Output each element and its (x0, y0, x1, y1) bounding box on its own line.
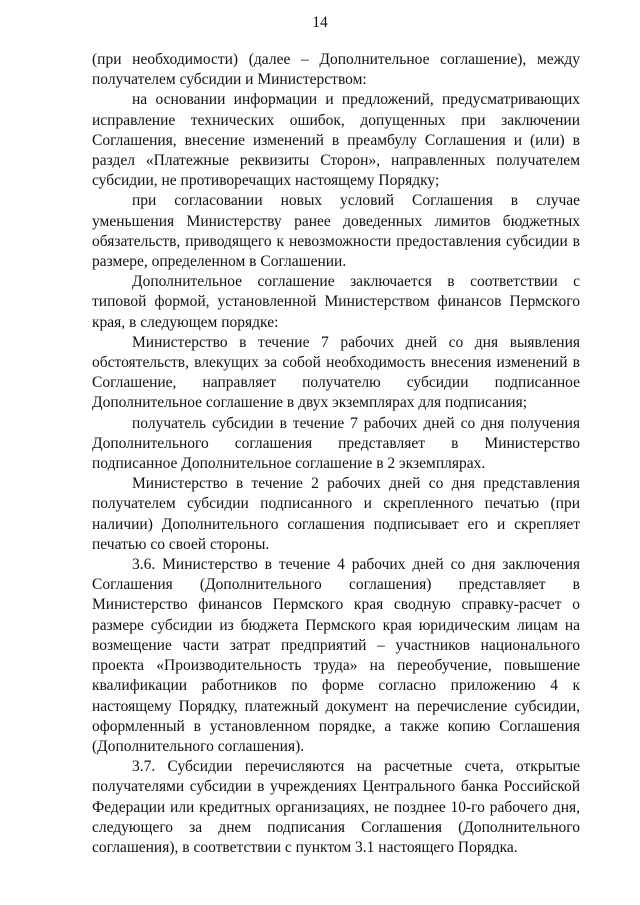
paragraph-technical-errors: на основании информации и предложений, предусматривающих исправление технических ошибок, допущенных при заключении Соглашения, внесение изменений в преамбулу Соглашения и (или) в раздел «Платежные реквизиты Сторон», направленных получателем субсидии, не противоречащих настоящему Порядку; (92, 91, 580, 190)
paragraph-section-3-7: 3.7. Субсидии перечисляются на расчетные счета, открытые получателями субсидии в учреждениях Центрального банка Российской Федерации или кредитных организациях, не позднее 10-го рабочего дня, следующего за днем подписания Соглашения (Дополнительного соглашения), в соответствии с пунктом 3.1 настоящего Порядка. (92, 758, 580, 856)
paragraph-ministry-signs: Министерство в течение 2 рабочих дней со дня представления получателем субсидии подписанного и скрепленного печатью (при наличии) Дополнительного соглашения подписывает его и скрепляет печатью со своей стороны. (92, 475, 580, 553)
paragraph-standard-form: Дополнительное соглашение заключается в соответствии с типовой формой, установленной Министерством финансов Пермского края, в следующем порядке: (92, 273, 580, 331)
document-body (92, 50, 580, 858)
paragraph-recipient-returns: получатель субсидии в течение 7 рабочих дней со дня получения Дополнительного соглашения представляет в Министерство подписанное Дополнительное соглашение в 2 экземплярах. (92, 414, 580, 473)
page-number: 14 (312, 14, 328, 31)
paragraph-ministry-sends: Министерство в течение 7 рабочих дней со дня выявления обстоятельств, влекущих за собой необходимость внесения изменений в Соглашение, направляет получателю субсидии подписанное Дополнительное соглашение в двух экземплярах для подписания; (92, 333, 580, 412)
paragraph-section-3-6: 3.6. Министерство в течение 4 рабочих дней со дня заключения Соглашения (Дополнительного соглашения) представляет в Министерство финансов Пермского края сводную справку-расчет о размере субсидии из бюджета Пермского края юридическим лицам на возмещение части затрат предприятий – участников национального проекта «Производительность труда» на переобучение, повышение квалификации работников по форме согласно приложению 4 к настоящему Порядку, платежный документ на перечисление субсидии, оформленный в установленном порядке, а также копию Соглашения (Дополнительного соглашения). (92, 556, 580, 755)
paragraph-new-conditions: при согласовании новых условий Соглашения в случае уменьшения Министерству ранее доведенных лимитов бюджетных обязательств, приводящего к невозможности предоставления субсидии в размере, определенном в Соглашении. (92, 192, 580, 271)
paragraph-continuation: (при необходимости) (далее – Дополнительное соглашение), между получателем субсидии и Министерством: (92, 51, 580, 89)
